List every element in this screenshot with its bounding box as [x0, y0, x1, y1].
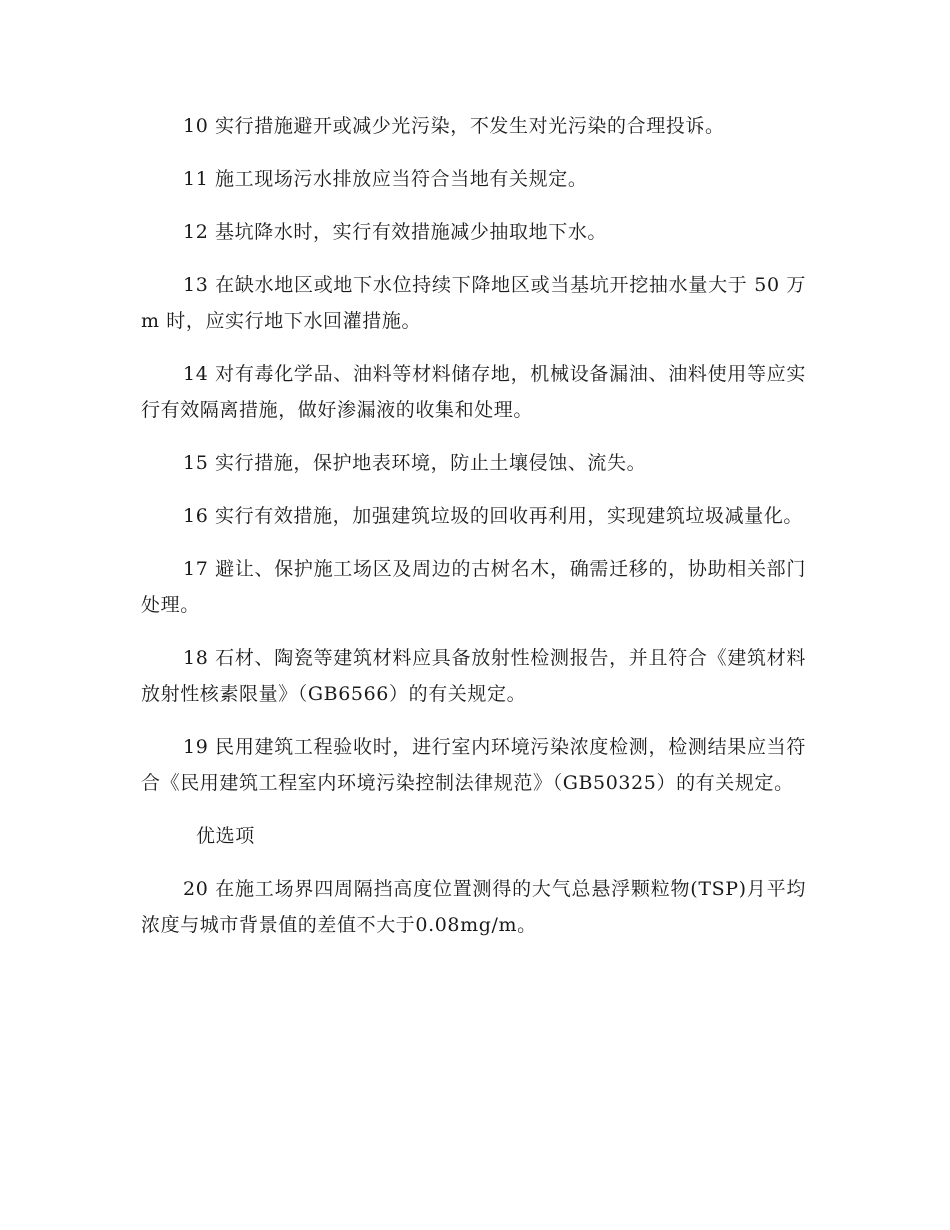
paragraph-item-17: 17 避让、保护施工场区及周边的古树名木，确需迁移的，协助相关部门处理。 [141, 558, 806, 616]
paragraph-item-15: 15 实行措施，保护地表环境，防止土壤侵蚀、流失。 [183, 452, 647, 474]
paragraph-item-12: 12 基坑降水时，实行有效措施减少抽取地下水。 [183, 221, 608, 243]
paragraph-item-20: 20 在施工场界四周隔挡高度位置测得的大气总悬浮颗粒物(TSP)月平均浓度与城市背景值的差值不大于0.08mg/m。 [141, 878, 806, 936]
paragraph-item-10: 10 实行措施避开或减少光污染，不发生对光污染的合理投诉。 [183, 115, 725, 137]
document-body [141, 108, 806, 960]
paragraph-item-14: 14 对有毒化学品、油料等材料储存地，机械设备漏油、油料使用等应实行有效隔离措施，做好渗漏液的收集和处理。 [141, 363, 806, 421]
paragraph-item-18: 18 石材、陶瓷等建筑材料应具备放射性检测报告，并且符合《建筑材料放射性核素限量》（GB6566）的有关规定。 [141, 647, 806, 705]
paragraph-item-16: 16 实行有效措施，加强建筑垃圾的回收再利用，实现建筑垃圾减量化。 [183, 505, 804, 527]
paragraph-item-13: 13 在缺水地区或地下水位持续下降地区或当基坑开挖抽水量大于 50 万m 时，应实行地下水回灌措施。 [141, 274, 806, 332]
section-subheading: 优选项 [196, 825, 255, 847]
paragraph-item-11: 11 施工现场污水排放应当符合当地有关规定。 [183, 168, 588, 190]
paragraph-item-19: 19 民用建筑工程验收时，进行室内环境污染浓度检测，检测结果应当符合《民用建筑工程室内环境污染控制法律规范》（GB50325）的有关规定。 [141, 736, 806, 794]
